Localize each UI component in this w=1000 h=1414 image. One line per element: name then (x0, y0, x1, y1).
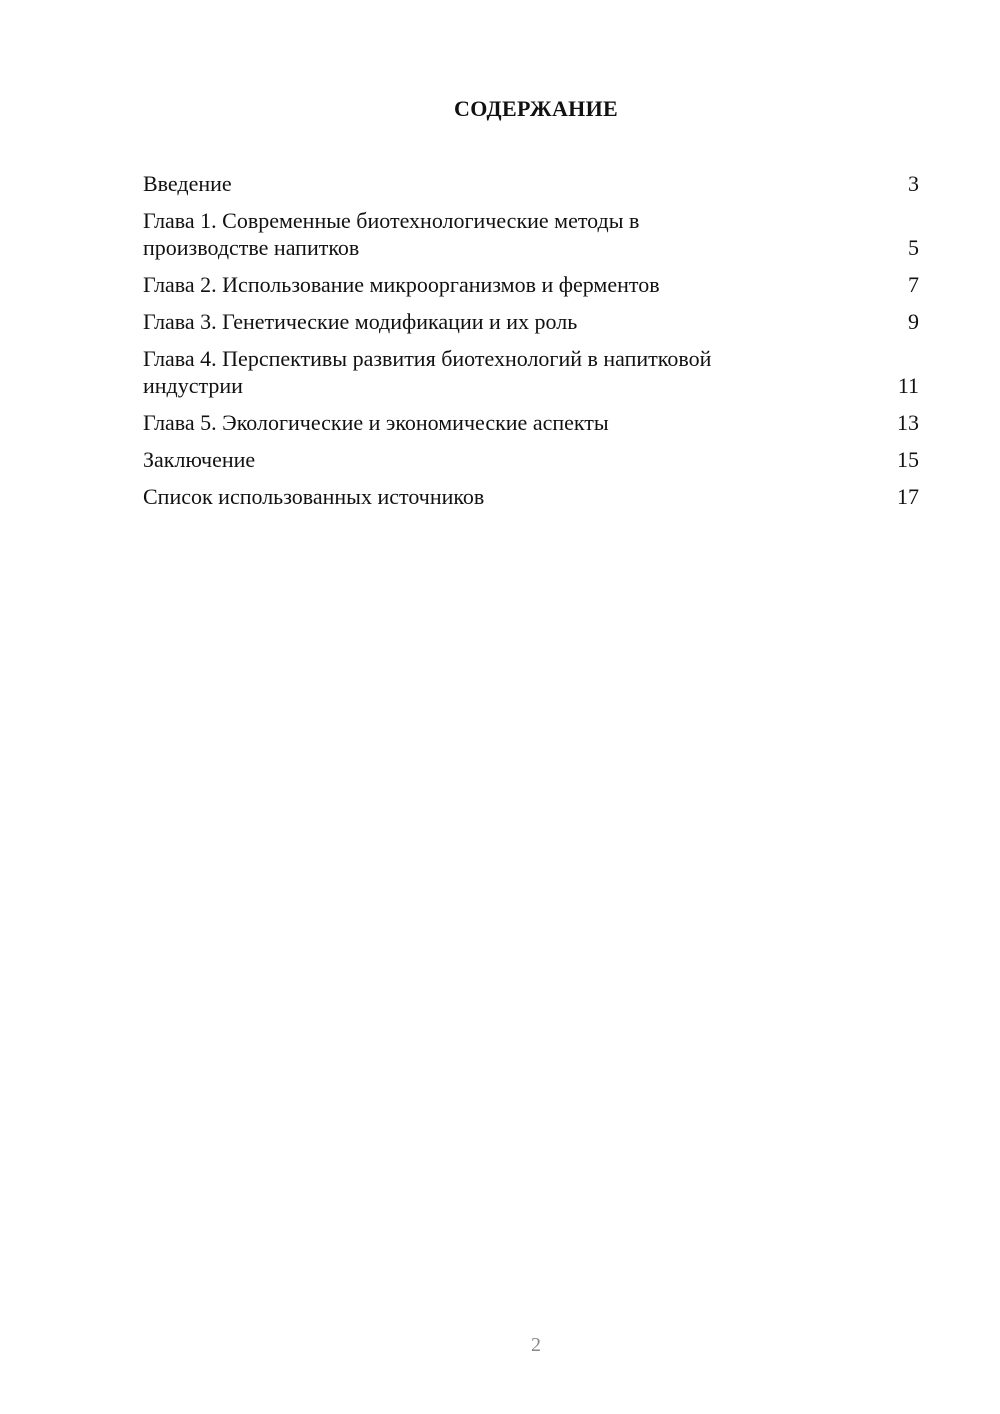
toc-entry-page: 9 (908, 309, 919, 334)
toc-entry-label: Заключение (143, 447, 256, 472)
page-title: СОДЕРЖАНИЕ (454, 96, 618, 121)
toc-entry-label: Глава 4. Перспективы развития биотехнологий в напитковой индустрии (143, 346, 712, 398)
toc-entry-page: 11 (897, 373, 919, 398)
toc-entry-page: 15 (897, 447, 919, 472)
table-of-contents (143, 170, 919, 520)
toc-entry-page: 3 (908, 171, 919, 196)
toc-entry-chapter-1 (143, 207, 919, 261)
toc-entry-label: Введение (143, 171, 232, 196)
toc-entry-label: Глава 2. Использование микроорганизмов и ферментов (143, 272, 660, 297)
toc-entry-page: 17 (897, 484, 919, 509)
toc-entry-references (143, 483, 919, 510)
toc-entry-page: 13 (897, 410, 919, 435)
toc-entry-page: 5 (908, 235, 919, 260)
page-number: 2 (531, 1334, 541, 1356)
toc-entry-label: Глава 3. Генетические модификации и их роль (143, 309, 578, 334)
toc-entry-label: Список использованных источников (143, 484, 485, 509)
toc-entry-chapter-2 (143, 271, 919, 298)
toc-entry-page: 7 (908, 272, 919, 297)
toc-entry-label: Глава 5. Экологические и экономические аспекты (143, 410, 609, 435)
toc-entry-label: Глава 1. Современные биотехнологические методы в производстве напитков (143, 208, 640, 260)
toc-entry-chapter-5 (143, 409, 919, 436)
toc-entry-chapter-4 (143, 345, 919, 399)
toc-entry-introduction (143, 170, 919, 197)
toc-entry-conclusion (143, 446, 919, 473)
toc-entry-chapter-3 (143, 308, 919, 335)
